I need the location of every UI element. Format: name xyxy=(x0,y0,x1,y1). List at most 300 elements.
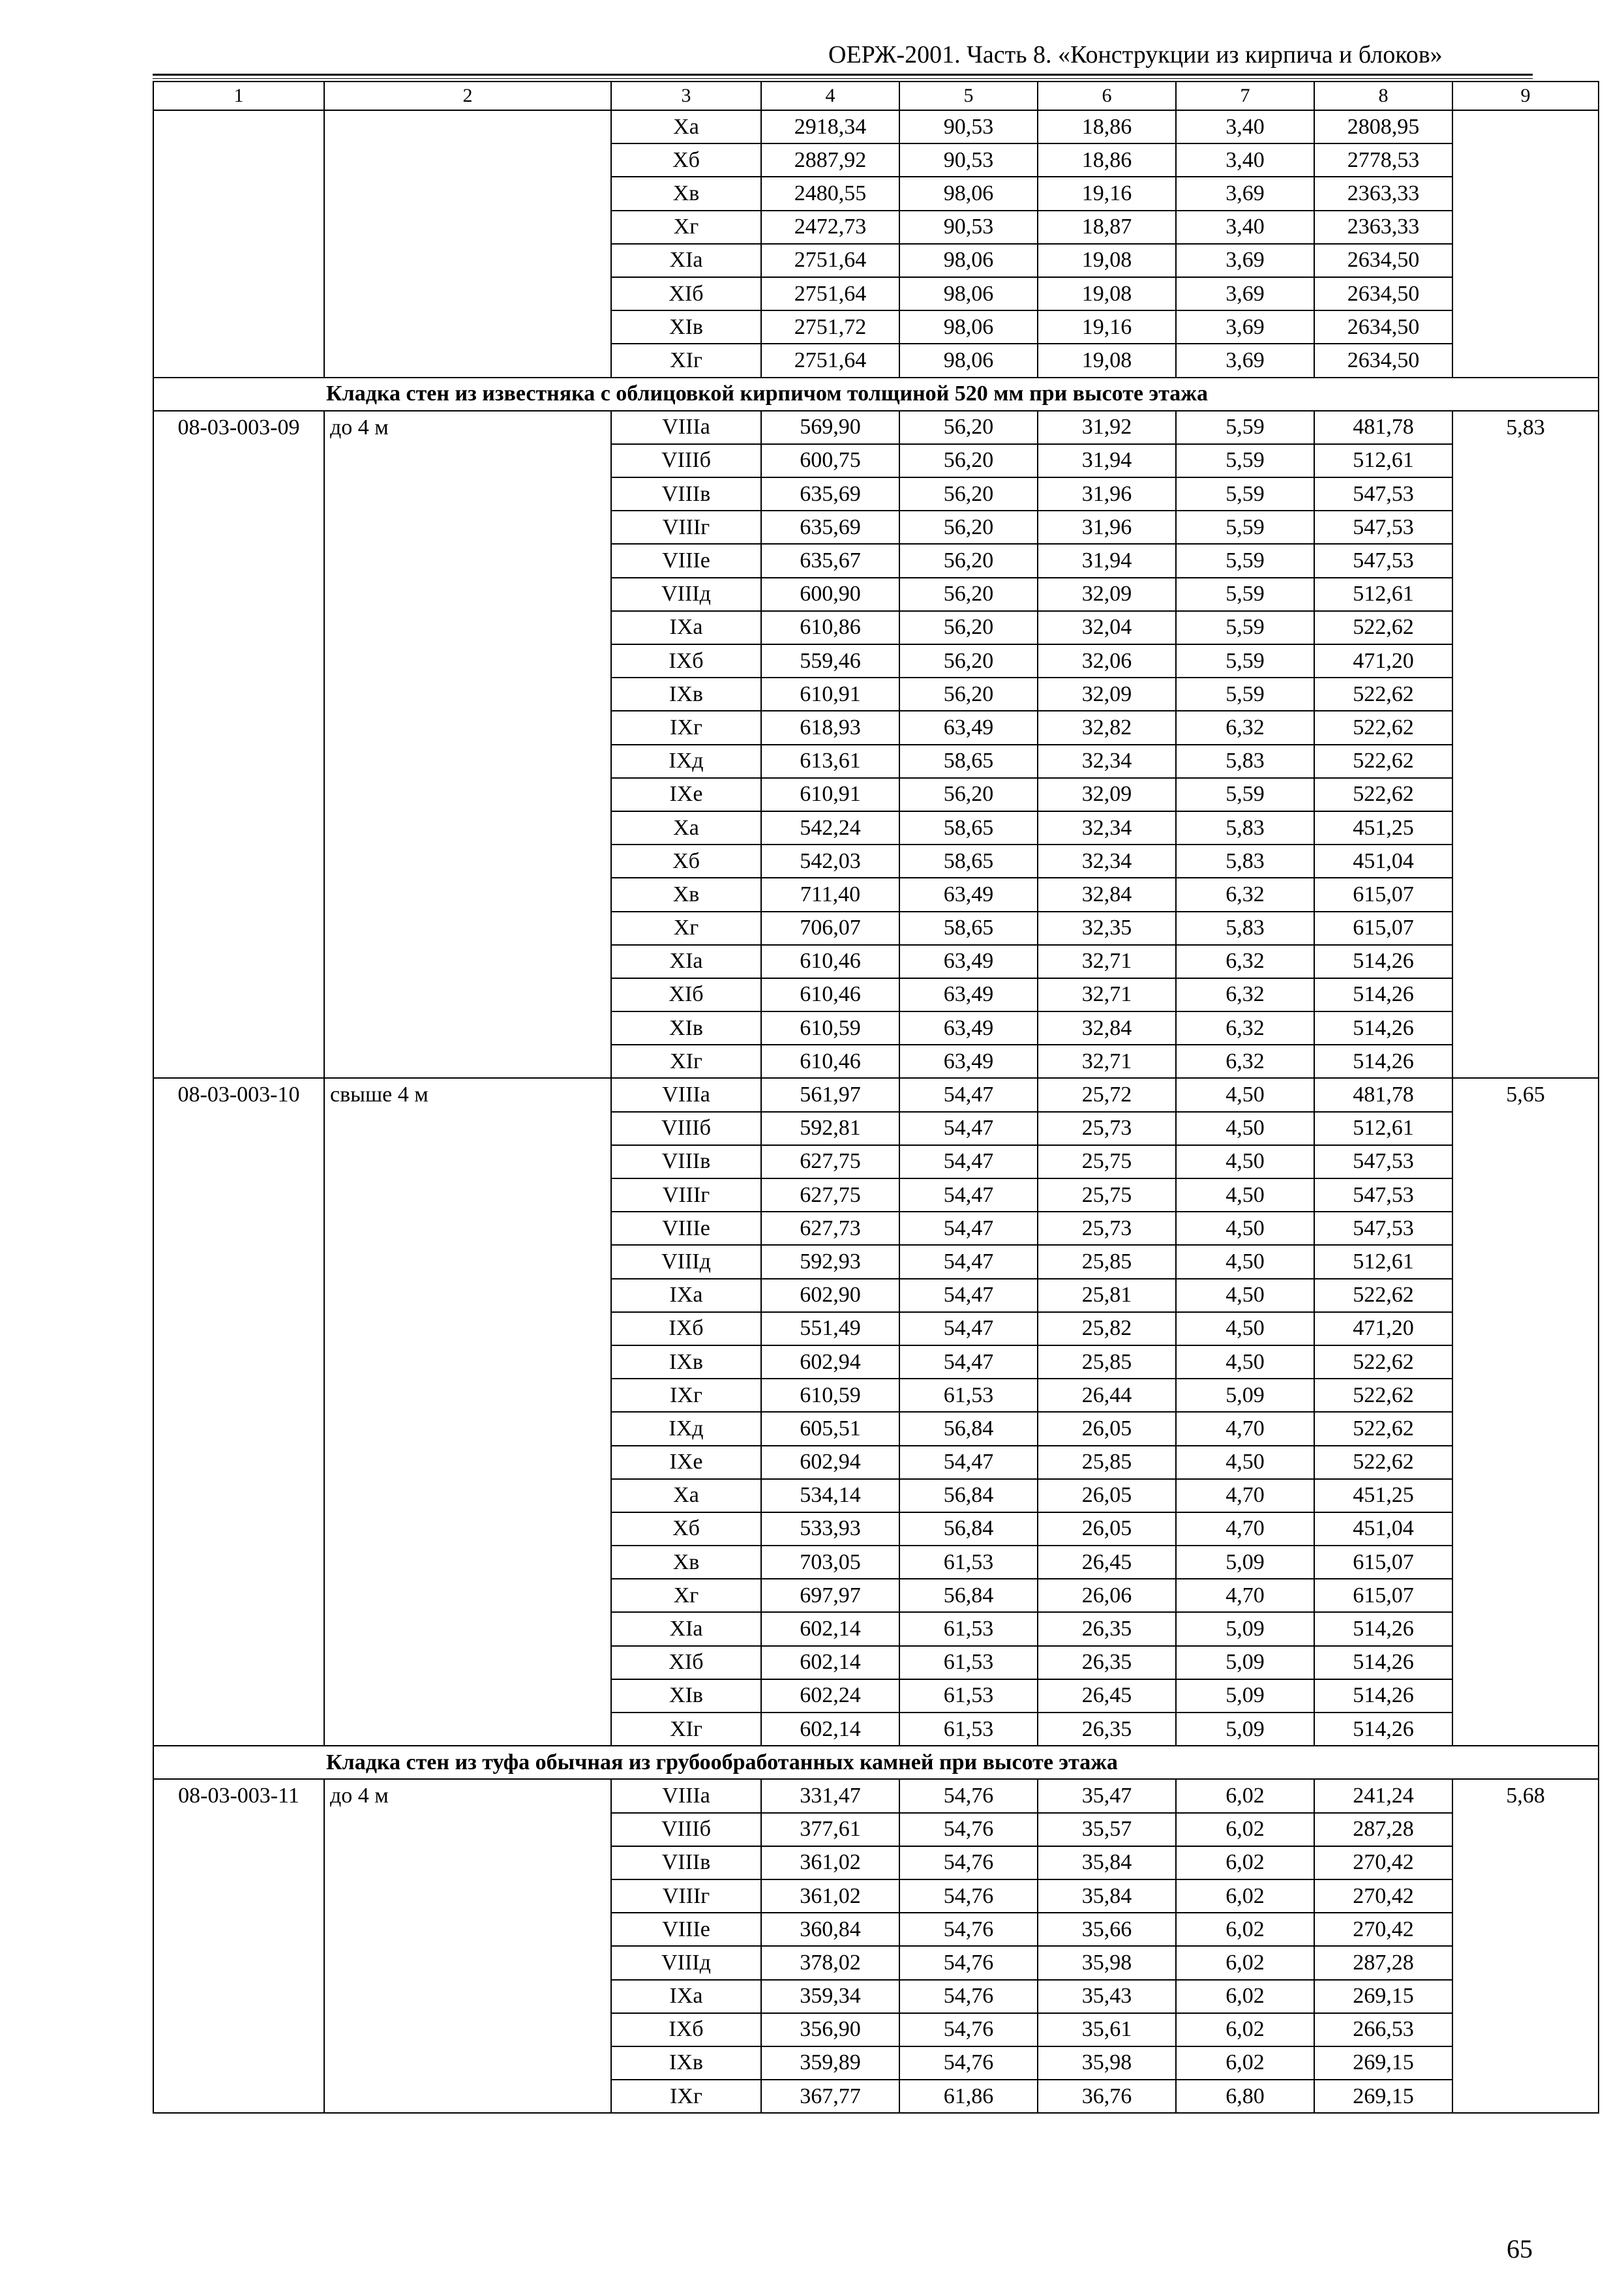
column-number: 8 xyxy=(1314,82,1452,110)
value-cell: 5,59 xyxy=(1176,678,1314,711)
value-cell: 98,06 xyxy=(899,310,1038,344)
header-rule-thin xyxy=(153,78,1533,79)
value-cell: 63,49 xyxy=(899,945,1038,978)
value-cell: 602,14 xyxy=(761,1612,899,1645)
value-cell: 615,07 xyxy=(1314,912,1452,945)
value-cell: 61,53 xyxy=(899,1546,1038,1579)
column-number: 1 xyxy=(153,82,324,110)
value-cell: 2634,50 xyxy=(1314,344,1452,377)
zone-cell: VIIIa xyxy=(611,411,761,444)
value-cell: 35,43 xyxy=(1038,1980,1176,2013)
zone-cell: VIIIг xyxy=(611,1178,761,1212)
value-cell: 32,09 xyxy=(1038,678,1176,711)
value-cell: 54,76 xyxy=(899,2046,1038,2080)
value-cell: 2751,64 xyxy=(761,277,899,310)
zone-cell: Xг xyxy=(611,1579,761,1612)
value-cell: 2887,92 xyxy=(761,143,899,177)
value-cell: 35,61 xyxy=(1038,2013,1176,2046)
value-cell: 56,20 xyxy=(899,644,1038,678)
running-header: ОЕРЖ-2001. Часть 8. «Конструкции из кирпича и блоков» xyxy=(828,41,1443,68)
value-cell: 6,02 xyxy=(1176,1946,1314,1979)
value-cell: 32,84 xyxy=(1038,1011,1176,1045)
value-cell: 5,83 xyxy=(1176,912,1314,945)
value-cell: 25,75 xyxy=(1038,1145,1176,1178)
value-cell: 512,61 xyxy=(1314,1245,1452,1278)
value-cell: 26,05 xyxy=(1038,1512,1176,1546)
value-cell: 26,06 xyxy=(1038,1579,1176,1612)
value-cell: 56,84 xyxy=(899,1579,1038,1612)
value-cell: 615,07 xyxy=(1314,878,1452,911)
value-cell: 547,53 xyxy=(1314,1212,1452,1245)
value-cell: 35,66 xyxy=(1038,1913,1176,1946)
value-cell: 5,59 xyxy=(1176,644,1314,678)
value-cell: 610,59 xyxy=(761,1011,899,1045)
value-cell: 6,80 xyxy=(1176,2080,1314,2113)
rate-code xyxy=(153,110,324,378)
value-cell: 54,76 xyxy=(899,2013,1038,2046)
value-cell: 98,06 xyxy=(899,277,1038,310)
value-cell: 5,59 xyxy=(1176,444,1314,477)
value-cell: 63,49 xyxy=(899,1045,1038,1078)
value-cell: 610,46 xyxy=(761,978,899,1011)
value-cell: 569,90 xyxy=(761,411,899,444)
value-cell: 26,35 xyxy=(1038,1713,1176,1746)
value-cell: 61,86 xyxy=(899,2080,1038,2113)
value-cell: 54,76 xyxy=(899,1813,1038,1846)
value-cell: 6,02 xyxy=(1176,1879,1314,1913)
value-cell: 32,34 xyxy=(1038,745,1176,778)
value-cell: 522,62 xyxy=(1314,1279,1452,1312)
value-cell: 542,03 xyxy=(761,845,899,878)
value-cell: 18,86 xyxy=(1038,143,1176,177)
column-number: 2 xyxy=(324,82,611,110)
value-cell: 711,40 xyxy=(761,878,899,911)
value-cell: 547,53 xyxy=(1314,1145,1452,1178)
value-cell: 4,70 xyxy=(1176,1412,1314,1445)
value-cell: 90,53 xyxy=(899,110,1038,143)
column-number: 9 xyxy=(1452,82,1599,110)
value-cell: 360,84 xyxy=(761,1913,899,1946)
value-cell: 5,83 xyxy=(1176,745,1314,778)
value-cell: 26,05 xyxy=(1038,1479,1176,1512)
value-cell: 602,24 xyxy=(761,1679,899,1713)
value-cell: 4,50 xyxy=(1176,1112,1314,1145)
value-cell: 56,20 xyxy=(899,611,1038,644)
value-cell: 451,04 xyxy=(1314,1512,1452,1546)
value-cell: 54,47 xyxy=(899,1212,1038,1245)
value-cell: 61,53 xyxy=(899,1679,1038,1713)
value-cell: 615,07 xyxy=(1314,1579,1452,1612)
value-cell: 6,02 xyxy=(1176,1779,1314,1812)
value-cell: 6,32 xyxy=(1176,878,1314,911)
value-cell: 3,40 xyxy=(1176,211,1314,244)
value-cell: 2751,64 xyxy=(761,344,899,377)
value-cell: 54,47 xyxy=(899,1178,1038,1212)
value-cell: 6,32 xyxy=(1176,945,1314,978)
zone-cell: Xa xyxy=(611,811,761,845)
value-cell: 547,53 xyxy=(1314,511,1452,544)
value-cell: 2480,55 xyxy=(761,177,899,210)
value-cell: 4,70 xyxy=(1176,1512,1314,1546)
value-cell: 32,71 xyxy=(1038,1045,1176,1078)
value-cell: 54,47 xyxy=(899,1279,1038,1312)
zone-cell: IXб xyxy=(611,1312,761,1345)
rate-code: 08-03-003-10 xyxy=(153,1078,324,1746)
value-cell: 54,47 xyxy=(899,1078,1038,1111)
table-row xyxy=(153,110,1599,143)
value-cell: 35,98 xyxy=(1038,1946,1176,1979)
zone-cell: VIIIб xyxy=(611,1813,761,1846)
column-number: 5 xyxy=(899,82,1038,110)
zone-cell: XIв xyxy=(611,310,761,344)
value-cell: 2751,64 xyxy=(761,244,899,277)
value-cell: 4,50 xyxy=(1176,1245,1314,1278)
value-cell: 561,97 xyxy=(761,1078,899,1111)
value-cell: 602,94 xyxy=(761,1345,899,1379)
value-cell: 19,16 xyxy=(1038,310,1176,344)
value-cell: 31,96 xyxy=(1038,511,1176,544)
value-cell: 3,69 xyxy=(1176,244,1314,277)
value-cell: 98,06 xyxy=(899,244,1038,277)
zone-cell: VIIIa xyxy=(611,1779,761,1812)
value-cell: 2918,34 xyxy=(761,110,899,143)
value-cell: 56,20 xyxy=(899,477,1038,511)
value-cell: 522,62 xyxy=(1314,711,1452,744)
value-cell: 610,46 xyxy=(761,1045,899,1078)
column-numbers-row xyxy=(153,82,1599,110)
value-cell: 592,81 xyxy=(761,1112,899,1145)
work-name: до 4 м xyxy=(324,411,611,1079)
header-rule xyxy=(153,74,1533,76)
zone-cell: Xб xyxy=(611,845,761,878)
value-cell: 25,85 xyxy=(1038,1245,1176,1278)
zone-cell: IXб xyxy=(611,644,761,678)
zone-cell: VIIIд xyxy=(611,578,761,611)
zone-cell: XIв xyxy=(611,1011,761,1045)
value-cell: 54,47 xyxy=(899,1446,1038,1479)
value-cell: 3,69 xyxy=(1176,344,1314,377)
value-cell: 6,02 xyxy=(1176,1813,1314,1846)
value-cell: 2472,73 xyxy=(761,211,899,244)
work-name xyxy=(324,110,611,378)
zone-cell: Xa xyxy=(611,110,761,143)
column-number: 7 xyxy=(1176,82,1314,110)
value-cell: 270,42 xyxy=(1314,1879,1452,1913)
value-cell: 58,65 xyxy=(899,745,1038,778)
column-number: 3 xyxy=(611,82,761,110)
value-cell: 26,35 xyxy=(1038,1646,1176,1679)
value-cell: 356,90 xyxy=(761,2013,899,2046)
value-cell: 4,70 xyxy=(1176,1479,1314,1512)
value-cell: 54,76 xyxy=(899,1980,1038,2013)
value-cell: 610,59 xyxy=(761,1379,899,1412)
value-cell: 697,97 xyxy=(761,1579,899,1612)
value-cell: 522,62 xyxy=(1314,1345,1452,1379)
value-cell: 5,83 xyxy=(1176,845,1314,878)
value-cell: 56,20 xyxy=(899,544,1038,577)
value-cell: 602,14 xyxy=(761,1713,899,1746)
zone-cell: Xг xyxy=(611,211,761,244)
value-cell: 19,08 xyxy=(1038,277,1176,310)
value-cell: 706,07 xyxy=(761,912,899,945)
zone-cell: Xв xyxy=(611,878,761,911)
value-cell: 605,51 xyxy=(761,1412,899,1445)
value-cell: 61,53 xyxy=(899,1379,1038,1412)
value-cell: 2634,50 xyxy=(1314,277,1452,310)
value-cell: 58,65 xyxy=(899,912,1038,945)
labor-norm xyxy=(1452,110,1599,378)
value-cell: 32,34 xyxy=(1038,845,1176,878)
value-cell: 514,26 xyxy=(1314,1679,1452,1713)
value-cell: 514,26 xyxy=(1314,1646,1452,1679)
value-cell: 35,47 xyxy=(1038,1779,1176,1812)
value-cell: 5,09 xyxy=(1176,1546,1314,1579)
section-heading-row xyxy=(153,378,1599,411)
labor-norm: 5,65 xyxy=(1452,1078,1599,1746)
value-cell: 266,53 xyxy=(1314,2013,1452,2046)
zone-cell: VIIIв xyxy=(611,1145,761,1178)
value-cell: 6,02 xyxy=(1176,1980,1314,2013)
value-cell: 19,16 xyxy=(1038,177,1176,210)
zone-cell: VIIIг xyxy=(611,1879,761,1913)
zone-cell: Xб xyxy=(611,1512,761,1546)
value-cell: 331,47 xyxy=(761,1779,899,1812)
zone-cell: VIIIд xyxy=(611,1245,761,1278)
value-cell: 31,92 xyxy=(1038,411,1176,444)
work-name: до 4 м xyxy=(324,1779,611,2113)
section-heading-row xyxy=(153,1746,1599,1779)
value-cell: 98,06 xyxy=(899,177,1038,210)
value-cell: 627,75 xyxy=(761,1145,899,1178)
value-cell: 451,04 xyxy=(1314,845,1452,878)
value-cell: 25,85 xyxy=(1038,1446,1176,1479)
value-cell: 98,06 xyxy=(899,344,1038,377)
value-cell: 451,25 xyxy=(1314,811,1452,845)
value-cell: 270,42 xyxy=(1314,1913,1452,1946)
value-cell: 359,89 xyxy=(761,2046,899,2080)
value-cell: 615,07 xyxy=(1314,1546,1452,1579)
value-cell: 613,61 xyxy=(761,745,899,778)
value-cell: 547,53 xyxy=(1314,477,1452,511)
value-cell: 3,69 xyxy=(1176,310,1314,344)
value-cell: 56,84 xyxy=(899,1512,1038,1546)
value-cell: 618,93 xyxy=(761,711,899,744)
value-cell: 61,53 xyxy=(899,1713,1038,1746)
value-cell: 5,09 xyxy=(1176,1379,1314,1412)
value-cell: 26,45 xyxy=(1038,1546,1176,1579)
value-cell: 19,08 xyxy=(1038,244,1176,277)
value-cell: 31,94 xyxy=(1038,444,1176,477)
value-cell: 90,53 xyxy=(899,143,1038,177)
value-cell: 514,26 xyxy=(1314,1045,1452,1078)
zone-cell: IXa xyxy=(611,1980,761,2013)
value-cell: 610,91 xyxy=(761,678,899,711)
zone-cell: IXв xyxy=(611,678,761,711)
rate-code: 08-03-003-11 xyxy=(153,1779,324,2113)
zone-cell: Xб xyxy=(611,143,761,177)
value-cell: 36,76 xyxy=(1038,2080,1176,2113)
value-cell: 32,09 xyxy=(1038,778,1176,811)
value-cell: 61,53 xyxy=(899,1646,1038,1679)
value-cell: 2634,50 xyxy=(1314,310,1452,344)
value-cell: 56,84 xyxy=(899,1479,1038,1512)
zone-cell: XIг xyxy=(611,1045,761,1078)
zone-cell: IXг xyxy=(611,1379,761,1412)
value-cell: 31,94 xyxy=(1038,544,1176,577)
value-cell: 54,47 xyxy=(899,1145,1038,1178)
zone-cell: Xг xyxy=(611,912,761,945)
value-cell: 481,78 xyxy=(1314,411,1452,444)
value-cell: 32,04 xyxy=(1038,611,1176,644)
value-cell: 25,73 xyxy=(1038,1112,1176,1145)
value-cell: 25,72 xyxy=(1038,1078,1176,1111)
value-cell: 471,20 xyxy=(1314,1312,1452,1345)
zone-cell: IXa xyxy=(611,1279,761,1312)
value-cell: 32,71 xyxy=(1038,978,1176,1011)
value-cell: 481,78 xyxy=(1314,1078,1452,1111)
value-cell: 2363,33 xyxy=(1314,211,1452,244)
value-cell: 6,02 xyxy=(1176,1846,1314,1879)
value-cell: 35,84 xyxy=(1038,1879,1176,1913)
value-cell: 4,50 xyxy=(1176,1178,1314,1212)
labor-norm: 5,68 xyxy=(1452,1779,1599,2113)
value-cell: 26,45 xyxy=(1038,1679,1176,1713)
zone-cell: IXд xyxy=(611,745,761,778)
section-heading: Кладка стен из туфа обычная из грубообработанных камней при высоте этажа xyxy=(153,1746,1599,1779)
value-cell: 4,50 xyxy=(1176,1312,1314,1345)
value-cell: 512,61 xyxy=(1314,578,1452,611)
zone-cell: VIIIa xyxy=(611,1078,761,1111)
value-cell: 2808,95 xyxy=(1314,110,1452,143)
value-cell: 514,26 xyxy=(1314,1713,1452,1746)
value-cell: 32,35 xyxy=(1038,912,1176,945)
zone-cell: XIa xyxy=(611,945,761,978)
zone-cell: VIIIe xyxy=(611,1913,761,1946)
zone-cell: VIIIб xyxy=(611,1112,761,1145)
value-cell: 451,25 xyxy=(1314,1479,1452,1512)
value-cell: 287,28 xyxy=(1314,1813,1452,1846)
value-cell: 56,84 xyxy=(899,1412,1038,1445)
value-cell: 2751,72 xyxy=(761,310,899,344)
value-cell: 534,14 xyxy=(761,1479,899,1512)
value-cell: 32,06 xyxy=(1038,644,1176,678)
value-cell: 25,75 xyxy=(1038,1178,1176,1212)
value-cell: 6,32 xyxy=(1176,711,1314,744)
value-cell: 61,53 xyxy=(899,1612,1038,1645)
value-cell: 377,61 xyxy=(761,1813,899,1846)
value-cell: 32,84 xyxy=(1038,878,1176,911)
value-cell: 32,09 xyxy=(1038,578,1176,611)
value-cell: 3,40 xyxy=(1176,143,1314,177)
zone-cell: Xa xyxy=(611,1479,761,1512)
value-cell: 35,84 xyxy=(1038,1846,1176,1879)
zone-cell: XIa xyxy=(611,1612,761,1645)
zone-cell: VIIIд xyxy=(611,1946,761,1979)
value-cell: 18,87 xyxy=(1038,211,1176,244)
page-number: 65 xyxy=(1507,2234,1533,2264)
value-cell: 58,65 xyxy=(899,811,1038,845)
zone-cell: IXв xyxy=(611,2046,761,2080)
value-cell: 627,75 xyxy=(761,1178,899,1212)
value-cell: 5,59 xyxy=(1176,578,1314,611)
value-cell: 4,50 xyxy=(1176,1446,1314,1479)
value-cell: 2778,53 xyxy=(1314,143,1452,177)
value-cell: 63,49 xyxy=(899,1011,1038,1045)
value-cell: 26,44 xyxy=(1038,1379,1176,1412)
value-cell: 5,59 xyxy=(1176,477,1314,511)
section-heading: Кладка стен из известняка с облицовкой кирпичом толщиной 520 мм при высоте этажа xyxy=(153,378,1599,411)
zone-cell: IXг xyxy=(611,2080,761,2113)
zone-cell: XIг xyxy=(611,1713,761,1746)
value-cell: 25,85 xyxy=(1038,1345,1176,1379)
value-cell: 31,96 xyxy=(1038,477,1176,511)
value-cell: 522,62 xyxy=(1314,1446,1452,1479)
zone-cell: IXд xyxy=(611,1412,761,1445)
zone-cell: IXe xyxy=(611,778,761,811)
value-cell: 4,50 xyxy=(1176,1345,1314,1379)
value-cell: 602,14 xyxy=(761,1646,899,1679)
value-cell: 2634,50 xyxy=(1314,244,1452,277)
value-cell: 270,42 xyxy=(1314,1846,1452,1879)
rates-table xyxy=(153,81,1599,2114)
value-cell: 4,50 xyxy=(1176,1078,1314,1111)
zone-cell: XIб xyxy=(611,277,761,310)
zone-cell: Xв xyxy=(611,1546,761,1579)
value-cell: 3,40 xyxy=(1176,110,1314,143)
value-cell: 5,59 xyxy=(1176,544,1314,577)
zone-cell: VIIIв xyxy=(611,1846,761,1879)
value-cell: 551,49 xyxy=(761,1312,899,1345)
work-name: свыше 4 м xyxy=(324,1078,611,1746)
value-cell: 56,20 xyxy=(899,578,1038,611)
zone-cell: XIг xyxy=(611,344,761,377)
value-cell: 600,90 xyxy=(761,578,899,611)
value-cell: 5,59 xyxy=(1176,611,1314,644)
value-cell: 5,09 xyxy=(1176,1612,1314,1645)
value-cell: 5,09 xyxy=(1176,1713,1314,1746)
value-cell: 3,69 xyxy=(1176,277,1314,310)
zone-cell: IXв xyxy=(611,1345,761,1379)
column-number: 4 xyxy=(761,82,899,110)
value-cell: 19,08 xyxy=(1038,344,1176,377)
value-cell: 56,20 xyxy=(899,778,1038,811)
value-cell: 241,24 xyxy=(1314,1779,1452,1812)
table-row xyxy=(153,1779,1599,1812)
value-cell: 56,20 xyxy=(899,444,1038,477)
value-cell: 522,62 xyxy=(1314,778,1452,811)
value-cell: 522,62 xyxy=(1314,611,1452,644)
zone-cell: IXa xyxy=(611,611,761,644)
zone-cell: VIIIe xyxy=(611,1212,761,1245)
value-cell: 35,57 xyxy=(1038,1813,1176,1846)
value-cell: 602,90 xyxy=(761,1279,899,1312)
value-cell: 361,02 xyxy=(761,1846,899,1879)
value-cell: 18,86 xyxy=(1038,110,1176,143)
value-cell: 378,02 xyxy=(761,1946,899,1979)
value-cell: 359,34 xyxy=(761,1980,899,2013)
value-cell: 269,15 xyxy=(1314,1980,1452,2013)
value-cell: 54,47 xyxy=(899,1112,1038,1145)
value-cell: 54,76 xyxy=(899,1879,1038,1913)
value-cell: 635,69 xyxy=(761,511,899,544)
value-cell: 5,59 xyxy=(1176,411,1314,444)
value-cell: 56,20 xyxy=(899,411,1038,444)
value-cell: 5,59 xyxy=(1176,778,1314,811)
zone-cell: VIIIб xyxy=(611,444,761,477)
value-cell: 5,83 xyxy=(1176,811,1314,845)
value-cell: 635,67 xyxy=(761,544,899,577)
value-cell: 514,26 xyxy=(1314,945,1452,978)
